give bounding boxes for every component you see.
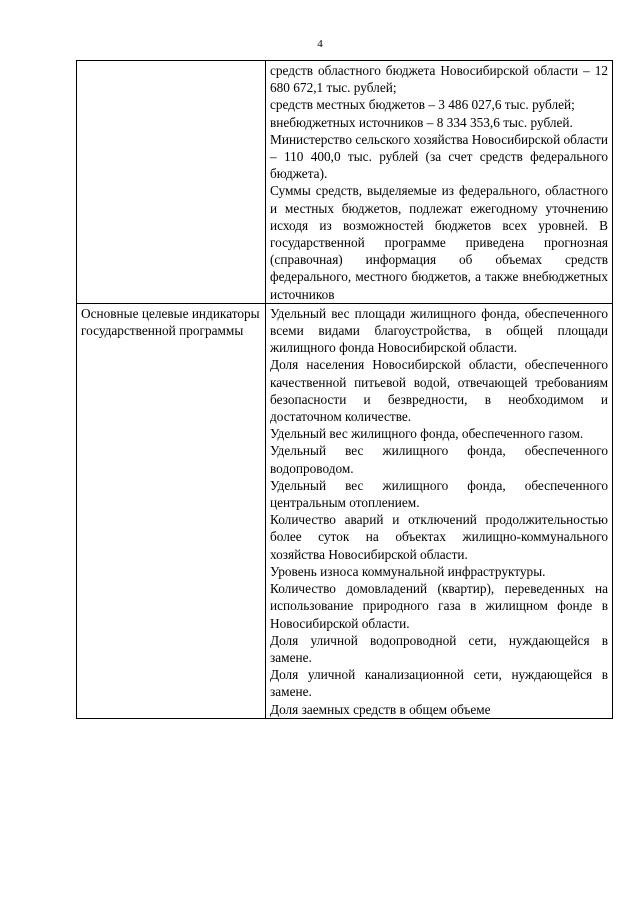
paragraph: Доля заемных средств в общем объеме [270, 701, 491, 717]
paragraph: Суммы средств, выделяемые из федерального, областного и местных бюджетов, подлежат ежегодному уточнению исходя из возможностей бюджетов всех уровней. В государственной программе приведена прогнозная (справочная) информация об объемах средств федерального, местного бюджетов, а также внебюджетных источников [270, 183, 608, 302]
program-passport-table [76, 60, 613, 719]
paragraph: Доля уличной канализационной сети, нуждающейся в замене. [270, 667, 608, 700]
paragraph: Доля уличной водопроводной сети, нуждающейся в замене. [270, 632, 608, 665]
paragraph: Удельный вес жилищного фонда, обеспеченного газом. [270, 426, 584, 442]
row-label-cell [77, 61, 266, 304]
paragraph: Уровень износа коммунальной инфраструктуры. [270, 563, 546, 579]
paragraph: средств областного бюджета Новосибирской области – 12 680 672,1 тыс. рублей; [270, 63, 608, 96]
paragraph: средств местных бюджетов – 3 486 027,6 тыс. рублей; [270, 97, 575, 113]
paragraph: Количество домовладений (квартир), переведенных на использование природного газа в жилищном фонде в Новосибирской области. [270, 581, 608, 631]
row-content-cell [266, 61, 613, 304]
table-row [77, 61, 613, 304]
paragraph: Удельный вес жилищного фонда, обеспеченного водопроводом. [270, 443, 608, 476]
paragraph: Удельный вес жилищного фонда, обеспеченного центральным отоплением. [270, 477, 608, 511]
row-content-cell [266, 303, 613, 718]
row-label: Основные целевые индикаторы государственной программы [81, 305, 260, 339]
row-label-cell [77, 303, 266, 718]
paragraph: Министерство сельского хозяйства Новосибирской области – 110 400,0 тыс. рублей (за счет средств федерального бюджета). [270, 131, 608, 182]
page-number: 4 [317, 38, 323, 50]
table-row [77, 303, 613, 718]
paragraph: Удельный вес площади жилищного фонда, обеспеченного всеми видами благоустройства, в общей площади жилищного фонда Новосибирской области. [270, 305, 608, 356]
paragraph: Доля населения Новосибирской области, обеспеченного качественной питьевой водой, отвечающей требованиям безопасности и безвредности, в необходимом и достаточном количестве. [270, 357, 608, 425]
paragraph: внебюджетных источников – 8 334 353,6 тыс. рублей. [270, 114, 573, 130]
paragraph: Количество аварий и отключений продолжительностью более суток на объектах жилищно-коммунального хозяйства Новосибирской области. [270, 512, 608, 562]
